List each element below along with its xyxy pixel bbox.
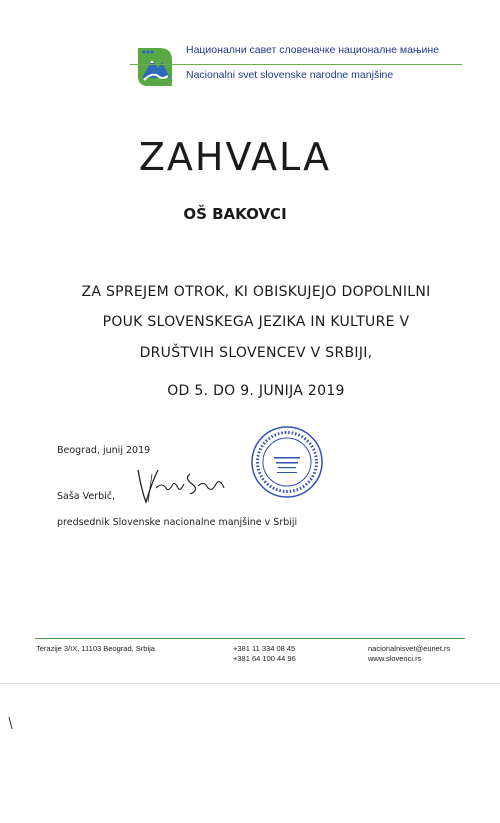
- place-date: Beograd, junij 2019: [57, 445, 151, 456]
- mountain-logo-icon: [132, 42, 178, 88]
- footer-website: www.slovenci.rs: [368, 654, 422, 663]
- certificate-title: ZAHVALA: [138, 135, 332, 179]
- round-stamp-icon: [250, 425, 324, 499]
- footer-phones: [233, 644, 296, 664]
- org-name-cyrillic: Национални савет словеначке националне мањине: [186, 44, 440, 56]
- page-bottom-margin: [0, 683, 500, 823]
- scan-mark: [8, 716, 13, 730]
- footer-email: nacionalnisvet@eunet.rs: [368, 644, 451, 653]
- footer-phone-2: +381 64 100 44 96: [233, 654, 296, 663]
- signer-role: predsednik Slovenske nacionalne manjšine v Srbiji: [57, 517, 298, 528]
- recipient-name: OŠ BAKOVCI: [183, 205, 287, 223]
- footer-contact: [368, 644, 450, 664]
- body-line-2: POUK SLOVENSKEGA JEZIKA IN KULTURE V: [102, 314, 410, 330]
- org-name-latin: Nacionalni svet slovenske narodne manjšine: [186, 69, 394, 81]
- page-edge: [0, 683, 500, 684]
- header-divider: [130, 64, 462, 65]
- footer-address: Terazije 3/IX, 11103 Beograd, Srbija: [36, 644, 155, 653]
- footer-divider: [35, 638, 465, 639]
- footer-phone-1: +381 11 334 08 45: [233, 644, 296, 653]
- body-line-3: DRUŠTVIH SLOVENCEV V SRBIJI,: [139, 345, 373, 361]
- date-range: OD 5. DO 9. JUNIJA 2019: [167, 383, 345, 399]
- body-line-1: ZA SPREJEM OTROK, KI OBISKUJEJO DOPOLNILNI: [81, 284, 431, 300]
- handwritten-signature: [118, 462, 238, 506]
- signer-name: Saša Verbič,: [57, 491, 116, 502]
